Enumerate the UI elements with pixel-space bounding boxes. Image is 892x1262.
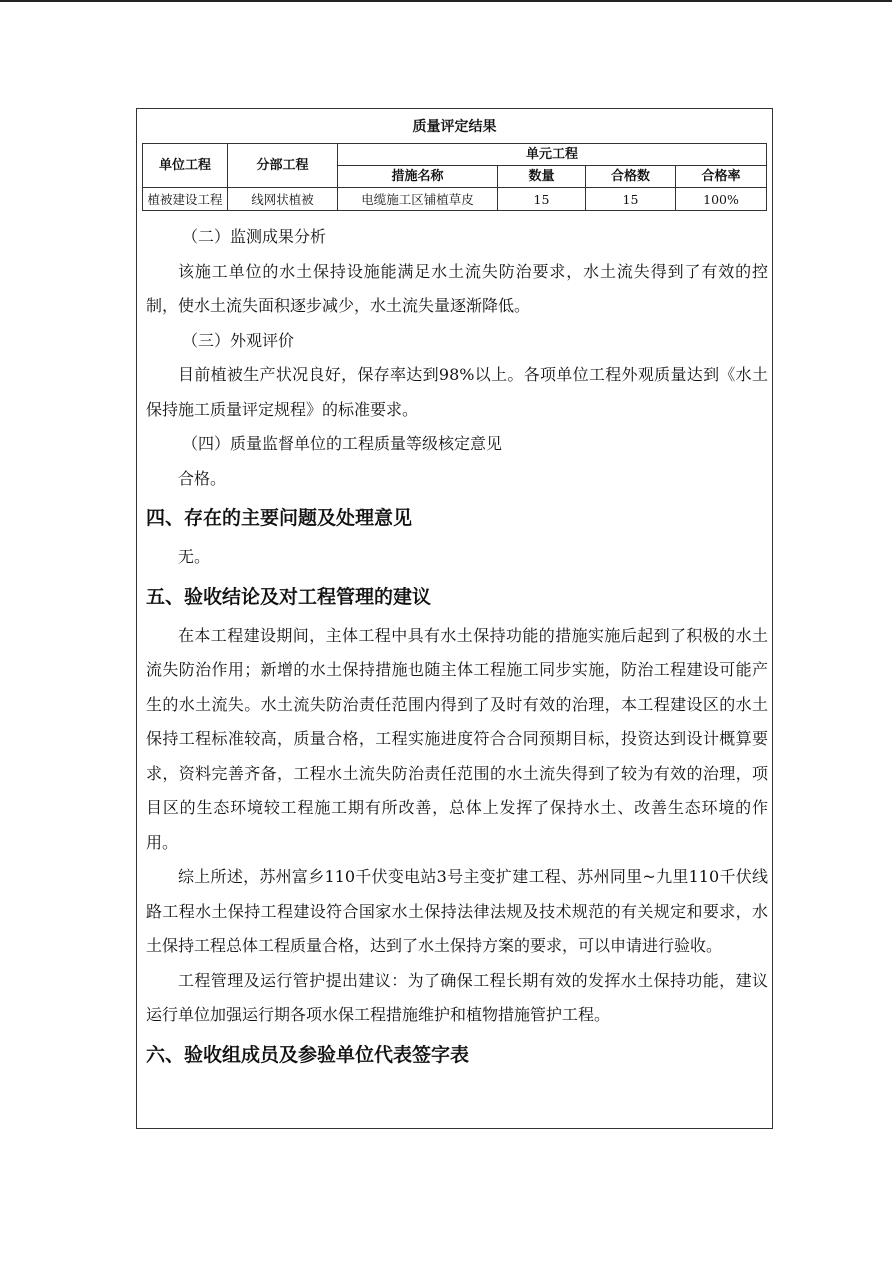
- cell-unit-project: 植被建设工程: [143, 188, 228, 211]
- table-row: [143, 188, 767, 211]
- header-unit-project: 单位工程: [143, 144, 228, 188]
- document-body: [146, 220, 768, 1077]
- conclusion-paragraph-3: 工程管理及运行管护提出建议：为了确保工程长期有效的发挥水土保持功能，建议运行单位加强运行期各项水保工程措施维护和植物措施管护工程。: [146, 970, 768, 1024]
- signature-heading: 六、验收组成员及参验单位代表签字表: [146, 1043, 470, 1066]
- supervision-heading: （四）质量监督单位的工程质量等级核定意见: [182, 434, 503, 453]
- appearance-text: 目前植被生产状况良好，保存率达到98%以上。各项单位工程外观质量达到《水土保持施工质量评定规程》的标准要求。: [146, 365, 768, 419]
- monitoring-heading: （二）监测成果分析: [182, 227, 327, 246]
- problems-heading: 四、存在的主要问题及处理意见: [146, 507, 413, 529]
- cell-pass-rate: 100%: [676, 188, 767, 211]
- appearance-heading: （三）外观评价: [182, 330, 295, 350]
- cell-measure-name: 电缆施工区铺植草皮: [338, 188, 498, 211]
- cell-qualified-count: 15: [586, 188, 676, 211]
- monitoring-text: 该施工单位的水土保持设施能满足水土流失防治要求，水土流失得到了有效的控制，使水土流失面积逐步减少，水土流失量逐渐降低。: [146, 261, 768, 315]
- conclusion-paragraph-1: 在本工程建设期间，主体工程中具有水土保持功能的措施实施后起到了积极的水土流失防治作用；新增的水土保持措施也随主体工程施工同步实施，防治工程建设可能产生的水土流失。水土流失防治责任范围内得到了及时有效的治理，本工程建设区的水土保持工程标准较高，质量合格，工程实施进度符合合同预期目标，投资达到设计概算要求，资料完善齐备，工程水土流失防治责任范围的水土流失得到了较为有效的治理，项目区的生态环境较工程施工期有所改善，总体上发挥了保持水土、改善生态环境的作用。: [146, 625, 768, 852]
- header-sub-project: 分部工程: [228, 144, 338, 188]
- cell-quantity: 15: [498, 188, 586, 211]
- header-measure-name: 措施名称: [338, 166, 498, 188]
- header-pass-rate: 合格率: [676, 166, 767, 188]
- supervision-text: 合格。: [178, 468, 227, 488]
- table-title: 质量评定结果: [143, 111, 767, 144]
- cell-sub-project: 线网状植被: [228, 188, 338, 211]
- header-quantity: 数量: [498, 166, 586, 188]
- conclusion-paragraph-2: 综上所述，苏州富乡110千伏变电站3号主变扩建工程、苏州同里~九里110千伏线路工程水土保持工程建设符合国家水土保持法律法规及技术规范的有关规定和要求，水土保持工程总体工程质量合格，达到了水土保持方案的要求，可以申请进行验收。: [146, 867, 768, 955]
- header-qualified-count: 合格数: [586, 166, 676, 188]
- conclusion-heading: 五、验收结论及对工程管理的建议: [146, 585, 432, 608]
- page-top-rule: [0, 0, 892, 2]
- header-element-project: 单元工程: [338, 144, 767, 166]
- quality-evaluation-table: [142, 111, 767, 211]
- problems-text: 无。: [178, 547, 211, 566]
